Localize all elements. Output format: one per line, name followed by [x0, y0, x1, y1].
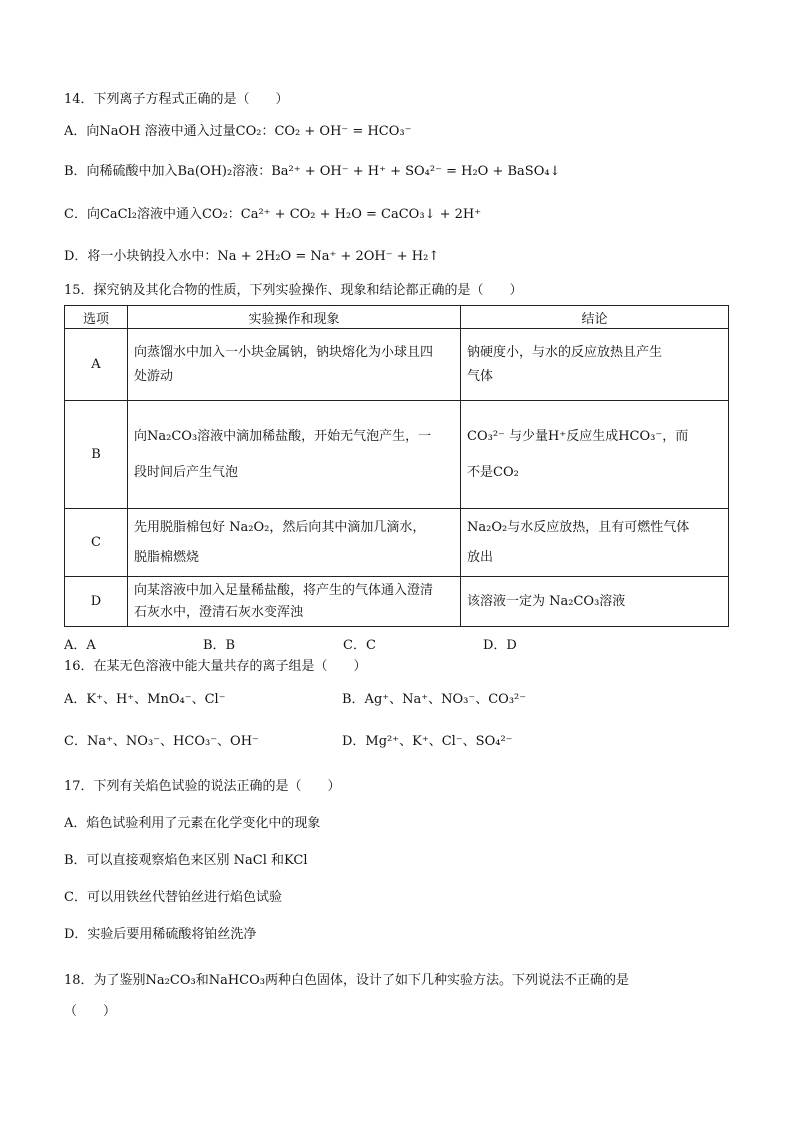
q16-option-a: A．K⁺、H⁺、MnO₄⁻、Cl⁻: [64, 692, 226, 707]
conclusion-line-1: 该溶液一定为 Na₂CO₃溶液: [467, 593, 626, 609]
q15-choice-a: A．A: [64, 638, 96, 653]
q14-option-a: A．向NaOH 溶液中通入过量CO₂：CO₂ + OH⁻ = HCO₃⁻: [64, 124, 412, 139]
q15-choice-b: B．B: [203, 638, 236, 653]
q15-choice-d: D．D: [483, 638, 517, 653]
header-operation: 实验操作和现象: [128, 306, 461, 329]
conclusion-line-2: 不是CO₂: [467, 464, 519, 480]
q16-option-c: C．Na⁺、NO₃⁻、HCO₃⁻、OH⁻: [64, 734, 259, 749]
row-option: B: [65, 401, 128, 509]
row-option: C: [65, 509, 128, 577]
q15-choice-c: C．C: [343, 638, 376, 653]
q16-option-b: B．Ag⁺、Na⁺、NO₃⁻、CO₃²⁻: [342, 692, 527, 707]
conclusion-line-1: CO₃²⁻ 与少量H⁺反应生成HCO₃⁻，而: [467, 428, 689, 444]
row-operation: [128, 329, 461, 401]
row-conclusion: [461, 577, 729, 627]
operation-line-2: 脱脂棉燃烧: [134, 549, 200, 565]
row-conclusion: [461, 509, 729, 577]
q16-option-d: D．Mg²⁺、K⁺、Cl⁻、SO₄²⁻: [342, 734, 513, 749]
q15-experiment-table: [64, 305, 729, 627]
q18-stem: 18．为了鉴别Na₂CO₃和NaHCO₃两种白色固体，设计了如下几种实验方法。下列说法不正确的是: [64, 973, 629, 988]
row-conclusion: [461, 329, 729, 401]
operation-line-2: 处游动: [134, 368, 174, 384]
operation-line-2: 段时间后产生气泡: [134, 464, 239, 480]
table-row: [65, 577, 729, 627]
q16-stem: 16．在某无色溶液中能大量共存的离子组是（ ）: [64, 659, 367, 674]
q14-stem: 14．下列离子方程式正确的是（ ）: [64, 92, 289, 107]
header-conclusion: 结论: [461, 306, 729, 329]
operation-line-1: 向蒸馏水中加入一小块金属钠，钠块熔化为小球且四: [134, 344, 434, 360]
table-row: [65, 509, 729, 577]
q17-stem: 17．下列有关焰色试验的说法正确的是（ ）: [64, 779, 341, 794]
row-operation: [128, 577, 461, 627]
q14-option-b: B．向稀硫酸中加入Ba(OH)₂溶液：Ba²⁺ + OH⁻ + H⁺ + SO₄²⁻ = H₂O + BaSO₄↓: [64, 164, 561, 179]
conclusion-line-1: 钠硬度小，与水的反应放热且产生: [467, 344, 663, 360]
row-option: A: [65, 329, 128, 401]
q14-option-d: D．将一小块钠投入水中：Na + 2H₂O = Na⁺ + 2OH⁻ + H₂↑: [64, 249, 440, 264]
conclusion-line-2: 放出: [467, 549, 494, 565]
conclusion-line-2: 气体: [467, 368, 494, 384]
q18-answer-parentheses: （ ）: [64, 1004, 117, 1019]
operation-line-1: 向Na₂CO₃溶液中滴加稀盐酸，开始无气泡产生，一: [134, 428, 432, 444]
q17-option-c: C．可以用铁丝代替铂丝进行焰色试验: [64, 890, 282, 905]
header-option: 选项: [65, 306, 128, 329]
table-header-row: [65, 306, 729, 329]
row-operation: [128, 401, 461, 509]
row-conclusion: [461, 401, 729, 509]
table-row: [65, 329, 729, 401]
q14-option-c: C．向CaCl₂溶液中通入CO₂：Ca²⁺ + CO₂ + H₂O = CaCO₃↓ + 2H⁺: [64, 207, 482, 222]
q15-stem: 15．探究钠及其化合物的性质，下列实验操作、现象和结论都正确的是（ ）: [64, 283, 523, 298]
row-option: D: [65, 577, 128, 627]
operation-line-1: 向某溶液中加入足量稀盐酸，将产生的气体通入澄清: [134, 582, 434, 598]
operation-line-2: 石灰水中，澄清石灰水变浑浊: [134, 604, 304, 620]
conclusion-line-1: Na₂O₂与水反应放热，且有可燃性气体: [467, 519, 690, 535]
operation-line-1: 先用脱脂棉包好 Na₂O₂，然后向其中滴加几滴水，: [134, 519, 426, 535]
row-operation: [128, 509, 461, 577]
q17-option-b: B．可以直接观察焰色来区别 NaCl 和KCl: [64, 853, 308, 868]
table-row: [65, 401, 729, 509]
q17-option-d: D．实验后要用稀硫酸将铂丝洗净: [64, 927, 257, 942]
q17-option-a: A．焰色试验利用了元素在化学变化中的现象: [64, 816, 321, 831]
